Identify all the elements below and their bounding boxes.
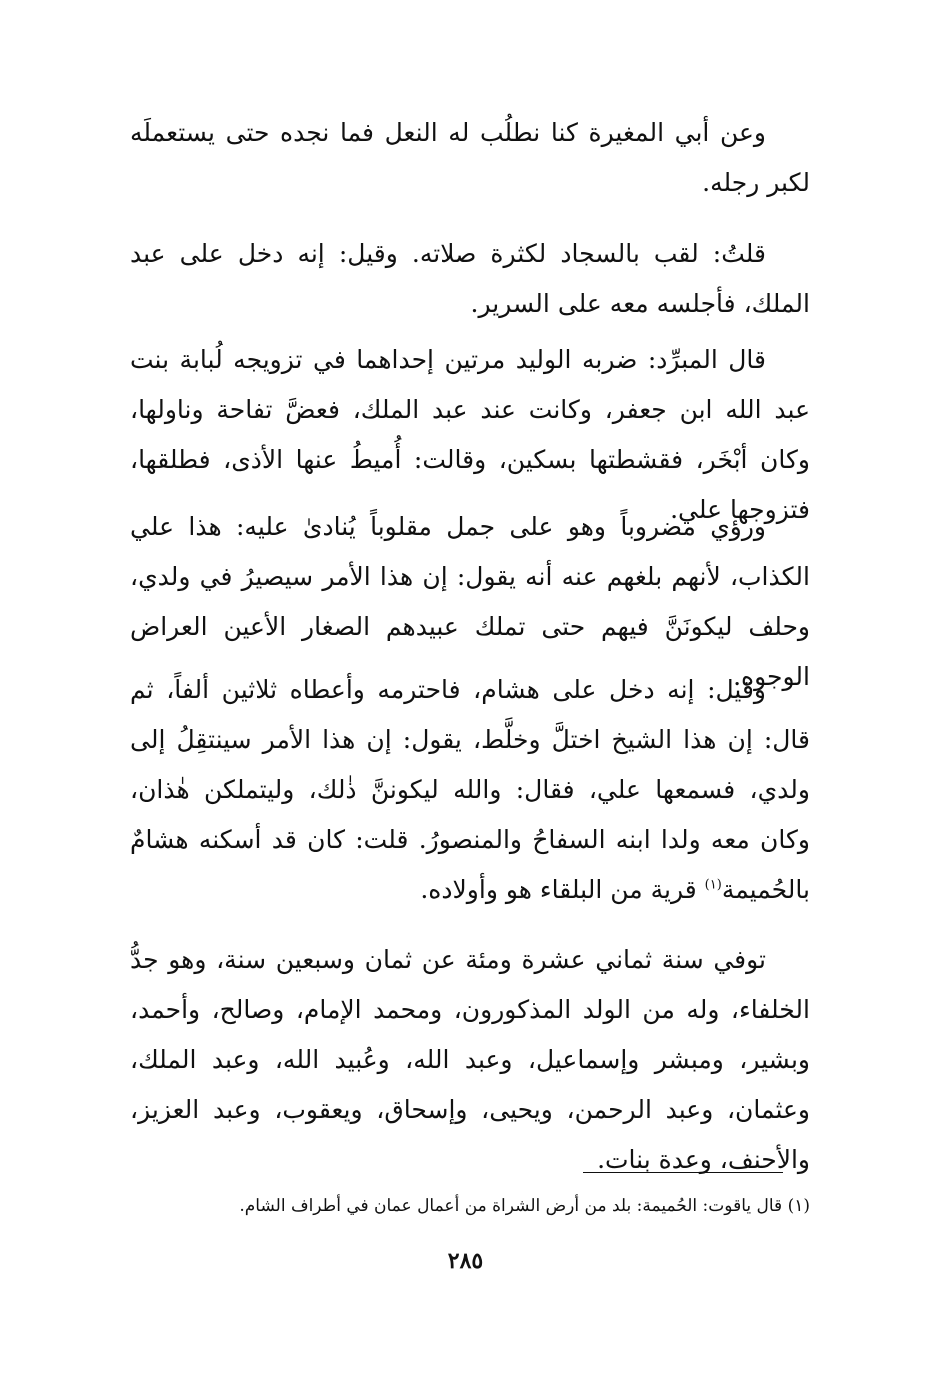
paragraph-5 xyxy=(130,665,810,915)
text-line: قرية من البلقاء هو xyxy=(505,875,705,904)
paragraph-6 xyxy=(130,935,810,1185)
text-line: فقشطتها بسكين، وقالت: أُميطُ عنها الأذى، فطلقها، فتزوجها علي. xyxy=(130,445,810,524)
paragraph-1 xyxy=(130,108,810,208)
text-line: هذا الشيخ اختلَّ وخلَّط، يقول: إن هذا الأمر سينتقِلُ إلى ولدي، فسمعها xyxy=(130,725,810,804)
footnote-marker: (١) xyxy=(704,877,722,893)
text-line: وأولاده. xyxy=(420,875,498,904)
text-line: توفي سنة ثماني عشرة ومئة عن ثمان وسبعين سنة، وهو جدُّ الخلفاء، xyxy=(130,945,810,1024)
text-line: رجله. xyxy=(702,168,760,197)
text-line: وله من الولد المذكورون، ومحمد الإمام، وصالح، وأحمد، وبشير، ومبشر xyxy=(130,995,810,1074)
text-line: فأجلسه معه على السرير. xyxy=(470,289,736,318)
text-line: ابن جعفر، وكانت عند عبد الملك، فعضَّ تفاحة وناولها، وكان أبْخَر، xyxy=(130,395,810,474)
text-line: وإسماعيل، وعبد الله، وعُبيد الله، وعبد الملك، وعثمان، وعبد الرحمن، xyxy=(130,1045,811,1124)
text-line: فيهم حتى تملك عبيدهم الصغار الأعين العراض الوجوه. xyxy=(130,612,810,691)
text-line: قلتُ: لقب بالسجاد لكثرة صلاته. وقيل: إنه دخل على عبد الملك، xyxy=(130,239,810,318)
footnote-divider xyxy=(583,1172,783,1173)
text-line: والمنصورُ. قلت: كان قد أسكنه هشامٌ بالحُميمة xyxy=(130,825,810,904)
text-line: ويحيى، وإسحاق، ويعقوب، وعبد العزيز، والأحنف، وعدة بنات. xyxy=(130,1095,810,1174)
text-line: قال المبرِّد: ضربه الوليد مرتين إحداهما في تزويجه لُبابة بنت عبد الله xyxy=(130,345,810,424)
text-line: وقيل: إنه دخل على هشام، فاحترمه وأعطاه ثلاثين ألفاً، ثم قال: إن xyxy=(130,675,810,754)
paragraph-2 xyxy=(130,229,810,329)
text-line: لأنهم بلغهم عنه أنه يقول: إن هذا الأمر سيصيرُ في ولدي، وحلف ليكونَنَّ xyxy=(130,562,811,641)
text-line: وعن أبي المغيرة كنا نطلُب له النعل فما نجده حتى يستعملَه لكبر xyxy=(130,118,810,197)
page-number: ٢٨٥ xyxy=(447,1248,484,1274)
text-line: ورؤي مضروباً وهو على جمل مقلوباً يُنادىٰ عليه: هذا علي الكذاب، xyxy=(130,512,810,591)
footnote: (١) قال ياقوت: الحُميمة: بلد من أرض الشراة من أعمال عمان في أطراف الشام. xyxy=(239,1196,810,1216)
text-line: علي، فقال: والله ليكوننَّ ذٰلك، وليتملكن هٰذان، وكان معه ولدا ابنه السفاحُ xyxy=(130,775,811,854)
